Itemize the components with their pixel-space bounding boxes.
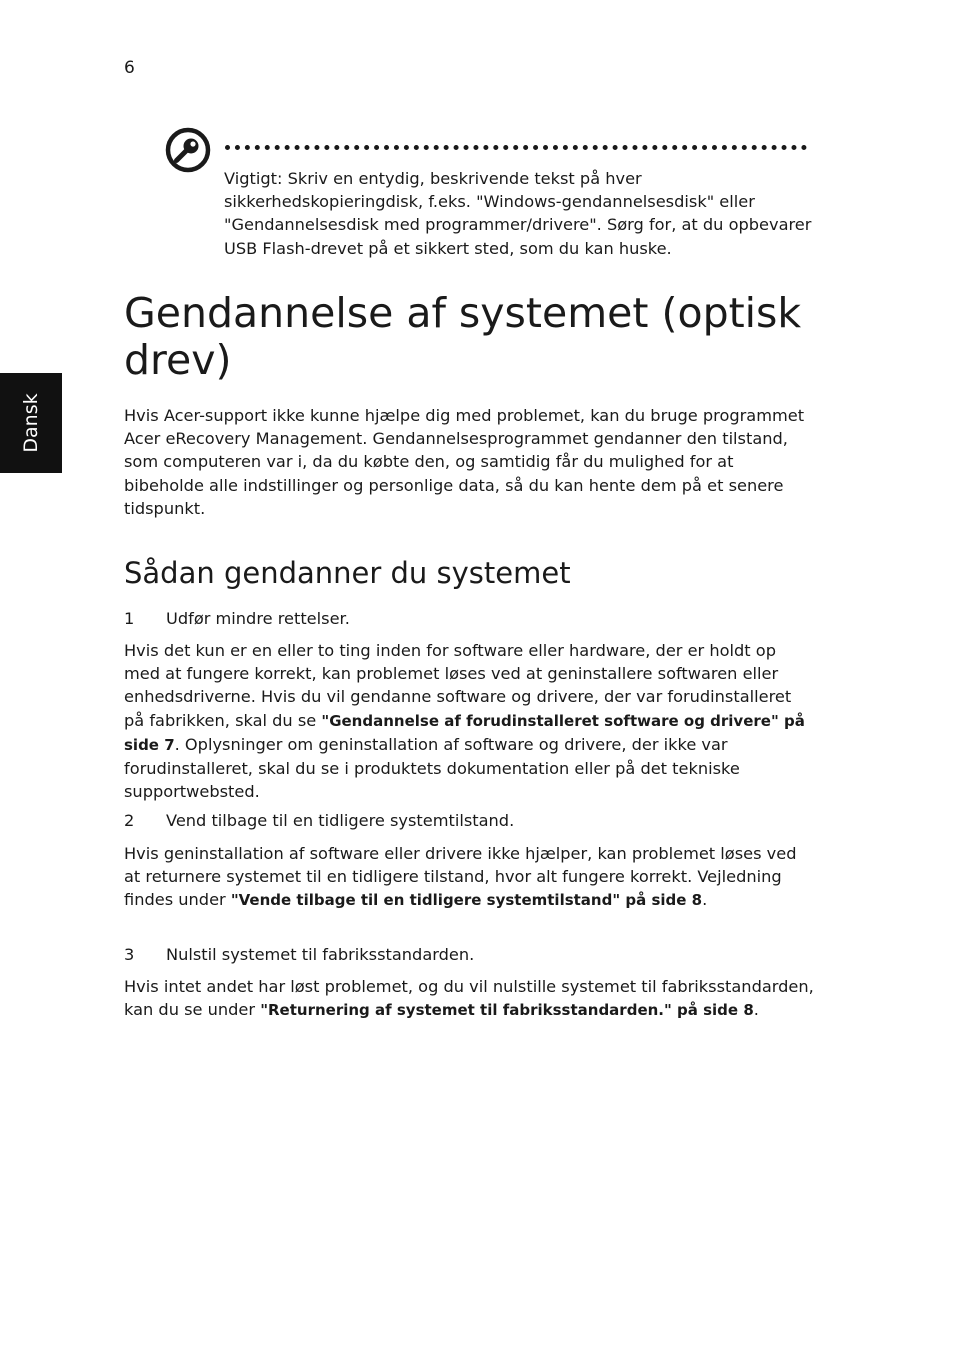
step-1-number: 1: [124, 609, 135, 628]
step-2-paragraph: [124, 842, 814, 913]
step-3-text-end: .: [753, 1000, 759, 1020]
language-tab-label: Dansk: [20, 393, 42, 453]
step-2-text-end: .: [702, 890, 708, 910]
intro-paragraph: Hvis Acer-support ikke kunne hjælpe dig med problemet, kan du bruge programmet Acer eRecovery Management. Gendannelsesprogrammet gendanner den tilstand, som computeren var i, da du købte den, og samtidig får du mulighed for at bibeholde alle indstillinger og personlige data, så du kan hente dem på et senere tidspunkt.: [124, 406, 805, 518]
step-1: [124, 607, 350, 630]
page-title: Gendannelse af systemet (optisk drev): [124, 289, 802, 384]
section-title: Sådan gendanner du systemet: [124, 556, 571, 590]
step-1-paragraph: [124, 639, 814, 803]
step-2-label: Vend tilbage til en tidligere systemtilstand.: [166, 811, 515, 830]
step-2-text: Hvis geninstallation af software eller drivere ikke hjælper, kan problemet løses ved at returnere systemet til en tidligere tilstand, hvor alt fungere korrekt. Vejledning findes under: [124, 844, 797, 910]
step-3-paragraph: [124, 975, 814, 1022]
note-divider: [225, 145, 807, 150]
step-2-number: 2: [124, 811, 135, 830]
step-1-label: Udfør mindre rettelser.: [166, 609, 350, 628]
step-1-text-end: . Oplysninger om geninstallation af software og drivere, der ikke var forudinstalleret, skal du se i produktets dokumentation eller på det tekniske supportwebsted.: [124, 734, 740, 802]
step-3-number: 3: [124, 945, 135, 964]
step-3-label: Nulstil systemet til fabriksstandarden.: [166, 945, 475, 964]
step-2: [124, 809, 514, 832]
page-number: 6: [124, 58, 135, 78]
step-3-text: Hvis intet andet har løst problemet, og du vil nulstille systemet til fabriksstandarden, kan du se under: [124, 977, 814, 1020]
important-note-icon: [165, 127, 211, 173]
note-body: : Skriv en entydig, beskrivende tekst på hver sikkerhedskopieringdisk, f.eks. "Windows-gendannelsesdisk" eller "Gendannelsesdisk med programmer/drivere". Sørg for, at du opbevarer USB Flash-drevet på et sikkert sted, som du kan huske.: [224, 169, 812, 258]
step-3: [124, 943, 474, 966]
step-1-text: Hvis det kun er en eller to ting inden for software eller hardware, der er holdt op med at fungere korrekt, kan problemet løses ved at geninstallere softwaren eller enhedsdriverne. Hvis du vil gendanne software og drivere, der var forudinstalleret på fabrikken, skal du se: [124, 641, 792, 730]
note-label: Vigtigt: [224, 169, 277, 188]
step-2-link[interactable]: "Vende tilbage til en tidligere systemtilstand" på side 8: [230, 891, 703, 910]
important-note: [224, 167, 814, 260]
language-tab: [0, 373, 62, 473]
step-1-link[interactable]: "Gendannelse af forudinstalleret software og drivere" på side 7: [124, 711, 805, 754]
step-3-link[interactable]: "Returnering af systemet til fabriksstandarden." på side 8: [260, 1001, 754, 1020]
